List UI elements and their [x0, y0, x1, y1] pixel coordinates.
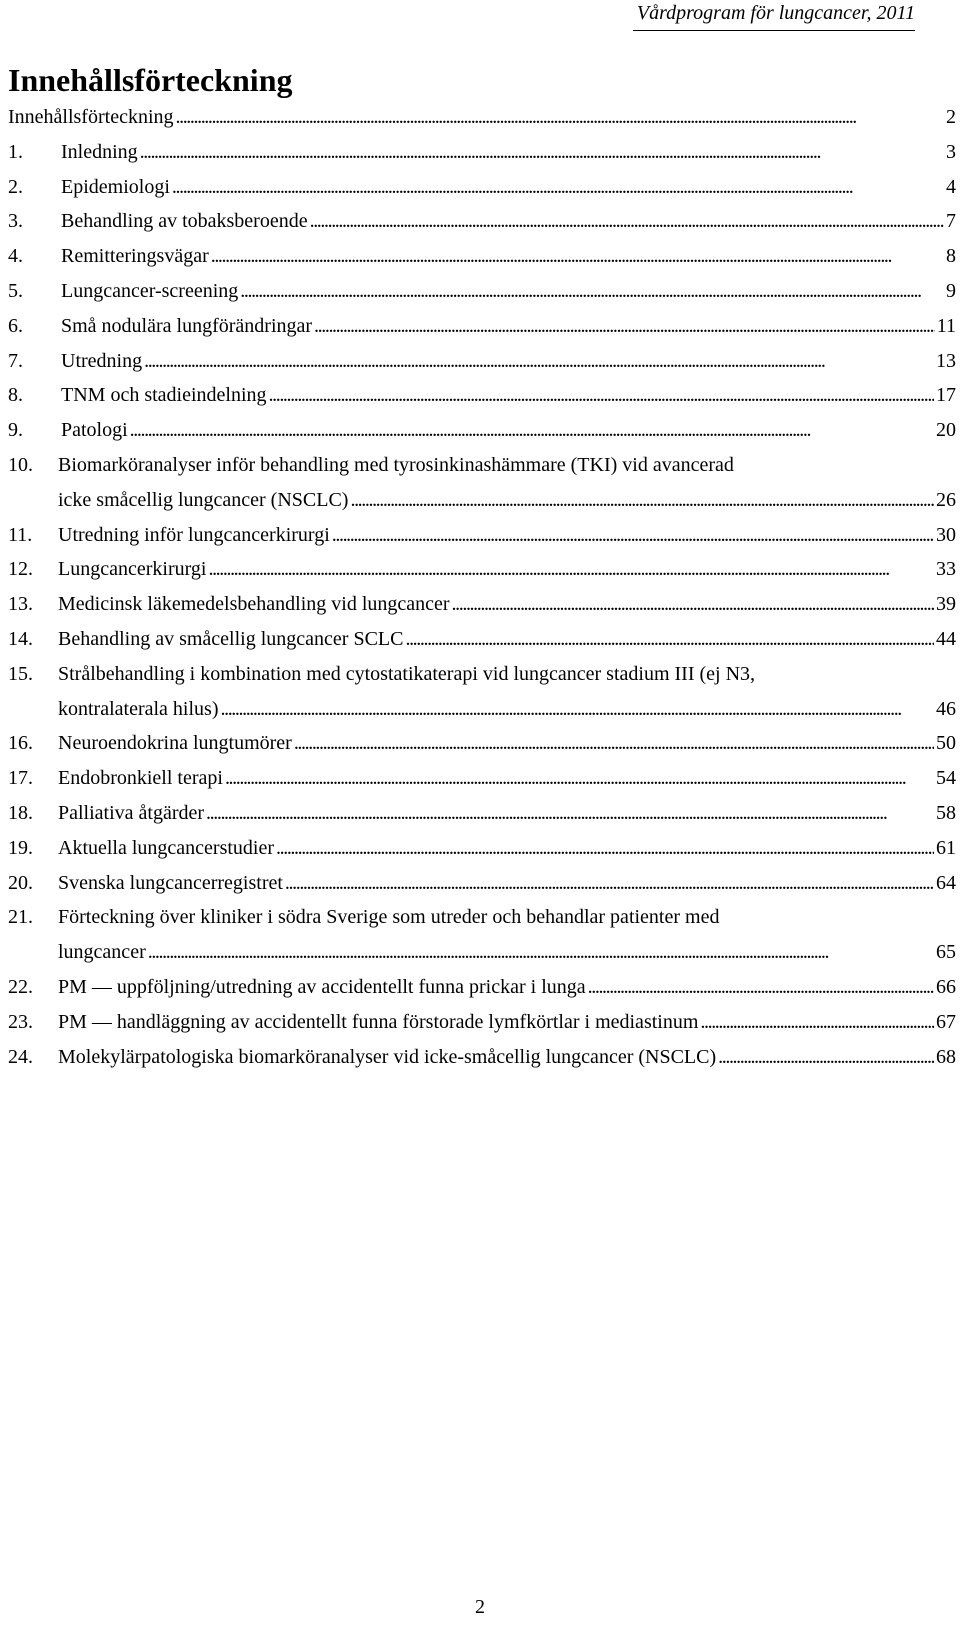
dot-leader — [332, 518, 934, 553]
toc-entry-text: Lungcancer-screening — [61, 279, 239, 302]
toc-entry-number: 20. — [8, 871, 33, 894]
dot-leader — [172, 170, 944, 205]
toc-entry-page: 17 — [936, 384, 956, 407]
toc-entry[interactable] — [8, 552, 956, 587]
toc-entry-page: 39 — [936, 593, 956, 616]
toc-entry-page: 30 — [936, 523, 956, 546]
toc-entry-number: 13. — [8, 593, 33, 616]
toc-entry-text: TNM och stadieindelning — [61, 384, 267, 407]
toc-entry[interactable] — [8, 448, 956, 518]
toc-entry-text: Innehållsförteckning — [8, 106, 174, 128]
toc-entry-number: 5. — [8, 279, 23, 302]
dot-leader — [225, 761, 934, 796]
toc-entry-text: Svenska lungcancerregistret — [58, 871, 283, 894]
dot-leader — [211, 239, 944, 274]
toc-entry-number: 15. — [8, 662, 33, 685]
dot-leader — [310, 204, 944, 239]
dot-leader — [176, 100, 945, 135]
toc-entry[interactable] — [8, 1005, 956, 1040]
toc-entry-page: 61 — [936, 836, 956, 859]
toc-entry[interactable] — [8, 204, 956, 239]
toc-entry-number: 24. — [8, 1045, 33, 1068]
toc-entry-page: 4 — [946, 175, 956, 198]
toc-entry-text-continued: icke småcellig lungcancer (NSCLC) — [58, 488, 349, 511]
toc-entry[interactable] — [8, 831, 956, 866]
running-header: Vårdprogram för lungcancer, 2011 — [633, 0, 915, 31]
toc-entry-text: Små nodulära lungförändringar — [61, 314, 313, 337]
toc-entry-number: 14. — [8, 627, 33, 650]
dot-leader — [405, 622, 934, 657]
toc-entry-text: Patologi — [61, 419, 128, 442]
toc-entry[interactable] — [8, 970, 956, 1005]
toc-entry-number: 3. — [8, 210, 23, 233]
toc-entry-text: Inledning — [61, 140, 138, 163]
toc-entry-page: 46 — [936, 697, 956, 720]
dot-leader — [285, 866, 934, 901]
dot-leader — [221, 692, 935, 727]
toc-entry-page: 54 — [936, 767, 956, 790]
toc-entry-number: 21. — [8, 906, 33, 929]
toc-entry[interactable] — [8, 518, 956, 553]
toc-entry[interactable] — [8, 309, 956, 344]
toc-entry-text-continued: kontralaterala hilus) — [58, 697, 219, 720]
toc-entry-page: 8 — [946, 245, 956, 268]
toc-entry-number: 16. — [8, 732, 33, 755]
page-number: 2 — [475, 1596, 485, 1618]
toc-entry-page: 20 — [936, 419, 956, 442]
toc-entry[interactable] — [8, 726, 956, 761]
toc-entry-text: Strålbehandling i kombination med cytostatikaterapi vid lungcancer stadium III (ej N3, — [58, 662, 756, 685]
toc-entry-page: 67 — [936, 1010, 956, 1033]
toc-entry[interactable] — [8, 344, 956, 379]
toc-entry[interactable] — [8, 170, 956, 205]
dot-leader — [269, 378, 934, 413]
toc-entry-number: 19. — [8, 836, 33, 859]
toc-entry-number: 1. — [8, 140, 23, 163]
toc-entry-number: 22. — [8, 975, 33, 998]
dot-leader — [314, 309, 935, 344]
toc-entry-text: Aktuella lungcancerstudier — [58, 836, 275, 859]
table-of-contents — [8, 100, 956, 1074]
toc-entry-number: 8. — [8, 384, 23, 407]
toc-entry-text: Lungcancerkirurgi — [58, 558, 207, 581]
toc-entry-number: 23. — [8, 1010, 33, 1033]
toc-entry[interactable] — [8, 900, 956, 970]
dot-leader — [240, 274, 944, 309]
toc-entry[interactable] — [8, 587, 956, 622]
toc-entry-page: 33 — [936, 558, 956, 581]
toc-entry-page: 13 — [936, 349, 956, 372]
toc-entry-number: 10. — [8, 453, 33, 476]
toc-entry-text: Behandling av småcellig lungcancer SCLC — [58, 627, 404, 650]
dot-leader — [700, 1005, 934, 1040]
dot-leader — [140, 135, 944, 170]
toc-entry-page: 3 — [946, 140, 956, 163]
toc-entry-text: Remitteringsvägar — [61, 245, 209, 268]
toc-entry-number: 6. — [8, 314, 23, 337]
toc-entry-page: 64 — [936, 871, 956, 894]
dot-leader — [144, 344, 934, 379]
toc-entry[interactable] — [8, 622, 956, 657]
dot-leader — [130, 413, 934, 448]
toc-entry-page: 9 — [946, 279, 956, 302]
toc-entry-page: 68 — [936, 1045, 956, 1068]
toc-entry-text: Molekylärpatologiska biomarköranalyser vid icke-småcellig lungcancer (NSCLC) — [58, 1045, 717, 1068]
toc-entry-number: 11. — [8, 523, 33, 546]
toc-entry-text: Neuroendokrina lungtumörer — [58, 732, 292, 755]
toc-entry-page: 44 — [936, 627, 956, 650]
toc-entry[interactable] — [8, 274, 956, 309]
toc-entry-number: 12. — [8, 558, 33, 581]
toc-entry-page: 50 — [936, 732, 956, 755]
toc-entry[interactable] — [8, 1040, 956, 1075]
dot-leader — [276, 831, 934, 866]
dot-leader — [148, 935, 934, 970]
toc-entry-text: Biomarköranalyser inför behandling med tyrosinkinashämmare (TKI) vid avancerad — [58, 453, 734, 476]
toc-entry-text: Medicinsk läkemedelsbehandling vid lungcancer — [58, 593, 450, 616]
toc-entry[interactable] — [8, 657, 956, 727]
toc-entry-number: 9. — [8, 419, 23, 442]
toc-entry[interactable] — [8, 239, 956, 274]
toc-entry-number: 2. — [8, 175, 23, 198]
dot-leader — [206, 796, 934, 831]
toc-entry-text: Palliativa åtgärder — [58, 801, 205, 824]
toc-entry[interactable] — [8, 866, 956, 901]
toc-entry[interactable] — [8, 761, 956, 796]
toc-entry-text: Endobronkiell terapi — [58, 767, 223, 790]
toc-entry-page: 2 — [946, 106, 956, 128]
dot-leader — [294, 726, 934, 761]
toc-entry-text-continued: lungcancer — [58, 941, 146, 964]
toc-entry-number: 17. — [8, 767, 33, 790]
toc-entry-text: Behandling av tobaksberoende — [61, 210, 308, 233]
toc-entry-text: PM — handläggning av accidentellt funna förstorade lymfkörtlar i mediastinum — [58, 1010, 699, 1033]
toc-entry-text: PM — uppföljning/utredning av accidentellt funna prickar i lunga — [58, 975, 586, 998]
toc-entry-text: Utredning inför lungcancerkirurgi — [58, 523, 330, 546]
toc-entry-page: 11 — [936, 314, 956, 337]
toc-entry-text: Förteckning över kliniker i södra Sverige som utreder och behandlar patienter med — [58, 906, 720, 929]
dot-leader — [208, 552, 934, 587]
toc-title: Innehållsförteckning — [8, 62, 293, 98]
toc-entry[interactable] — [8, 378, 956, 413]
toc-entry-page: 7 — [946, 210, 956, 233]
dot-leader — [452, 587, 934, 622]
toc-entry-number: 4. — [8, 245, 23, 268]
toc-entry-text: Utredning — [61, 349, 143, 372]
toc-entry[interactable] — [8, 135, 956, 170]
toc-entry-number: 18. — [8, 801, 33, 824]
dot-leader — [588, 970, 934, 1005]
toc-entry-page: 65 — [936, 941, 956, 964]
toc-entry-page: 26 — [936, 488, 956, 511]
dot-leader — [350, 483, 934, 518]
toc-entry-number: 7. — [8, 349, 23, 372]
toc-entry-page: 66 — [936, 975, 956, 998]
toc-entry[interactable] — [8, 413, 956, 448]
toc-entry[interactable] — [8, 796, 956, 831]
toc-entry-contents[interactable] — [8, 100, 956, 135]
toc-entry-page: 58 — [936, 801, 956, 824]
dot-leader — [718, 1040, 934, 1075]
toc-entry-text: Epidemiologi — [61, 175, 170, 198]
